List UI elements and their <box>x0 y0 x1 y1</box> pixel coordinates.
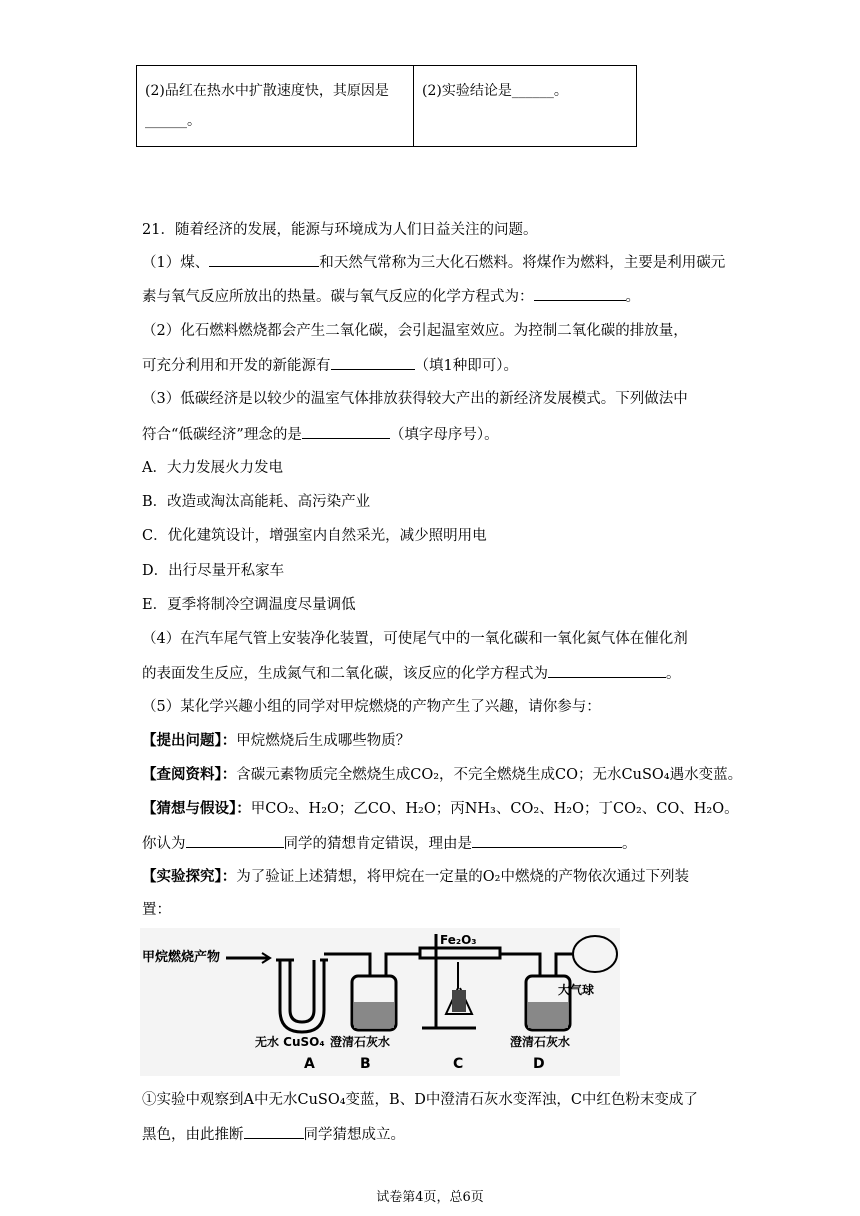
reference-material <box>142 765 742 785</box>
limewater-b <box>354 1002 394 1028</box>
experiment-line2: 置： <box>142 902 171 918</box>
blank-correct-student[interactable] <box>244 1124 304 1139</box>
label-a: A <box>304 1056 315 1072</box>
table-cell-right <box>414 66 637 147</box>
option-e: E．夏季将制冷空调温度尽量调低 <box>142 597 356 613</box>
label-c: C <box>453 1056 464 1072</box>
q21-part2-line1: （2）化石燃料燃烧都会产生二氧化碳，会引起温室效应。为控制二氧化碳的排放量， <box>142 323 688 339</box>
q21-part2-line2 <box>142 355 518 376</box>
option-a: A．大力发展火力发电 <box>142 460 283 476</box>
table-right-text: (2)实验结论是______。 <box>422 83 568 99</box>
q21-part1-line1 <box>142 252 725 273</box>
label-limewater-d: 澄清石灰水 <box>510 1035 571 1049</box>
balloon-label: 大气球 <box>558 983 595 997</box>
table-left-line1: (2)品红在热水中扩散速度快，其原因是 <box>145 83 389 99</box>
q21-p1-a: （1）煤、 <box>142 255 210 271</box>
question-21-title: 21．随着经济的发展，能源与环境成为人们日益关注的问题。 <box>142 222 538 238</box>
reference-label: 【查阅资料】： <box>142 766 237 783</box>
q21-part5: （5）某化学兴趣小组的同学对甲烷燃烧的产物产生了兴趣，请你参与： <box>142 699 601 715</box>
page-footer: 试卷第4页，总6页 <box>376 1190 484 1205</box>
q21-p2-c: （填1种即可）。 <box>414 358 518 374</box>
reference-text: 含碳元素物质完全燃烧生成CO₂，不完全燃烧生成CO；无水CuSO₄遇水变蓝。 <box>236 767 743 783</box>
q21-p3-c: （填字母序号）。 <box>389 427 499 443</box>
wrong-guess-a: 你认为 <box>142 836 186 852</box>
option-c: C．优化建筑设计，增强室内自然采光，减少照明用电 <box>142 528 487 544</box>
table-cell-left <box>137 66 414 147</box>
q21-part3-line2 <box>142 424 499 445</box>
option-b: B．改造或淘汰高能耗、高污染产业 <box>142 494 371 510</box>
wrong-guess-line <box>142 833 637 854</box>
label-cuso4: 无水 CuSO₄ <box>255 1035 325 1049</box>
blank-low-carbon[interactable] <box>302 424 390 439</box>
blank-new-energy[interactable] <box>331 355 415 370</box>
table-left-line2: ______。 <box>145 113 201 129</box>
wrong-guess-c: 。 <box>622 836 637 852</box>
hypothesis-text: 甲CO₂、H₂O；乙CO、H₂O；丙NH₃、CO₂、H₂O；丁CO₂、CO、H₂O。 <box>250 801 739 817</box>
q21-p2-b: 可充分利用和开发的新能源有 <box>142 358 331 374</box>
subq1-line2 <box>142 1124 405 1145</box>
q21-part4-line1: （4）在汽车尾气管上安装净化装置，可使尾气中的一氧化碳和一氧化氮气体在催化剂 <box>142 631 688 647</box>
inlet-label: 甲烷燃烧产物 <box>142 950 221 965</box>
subq1-b: 黑色，由此推断 <box>142 1127 244 1143</box>
wrong-guess-b: 同学的猜想肯定错误，理由是 <box>283 836 472 852</box>
label-d: D <box>533 1056 545 1072</box>
answer-table <box>136 65 637 147</box>
propose-question <box>142 731 410 751</box>
q21-p1-b: 和天然气常称为三大化石燃料。将煤作为燃料，主要是利用碳元 <box>319 255 726 271</box>
subq1-line1: ①实验中观察到A中无水CuSO₄变蓝，B、D中澄清石灰水变浑浊，C中红色粉末变成了 <box>142 1092 698 1108</box>
fe2o3-label: Fe₂O₃ <box>440 933 477 947</box>
q21-part4-line2 <box>142 663 681 684</box>
q21-p4-c: 。 <box>666 666 681 682</box>
propose-question-label: 【提出问题】： <box>142 732 237 749</box>
limewater-d <box>528 1002 568 1028</box>
q21-part1-line2 <box>142 286 640 307</box>
blank-equation-carbon[interactable] <box>534 286 626 301</box>
blank-wrong-student[interactable] <box>186 833 284 848</box>
label-limewater-b: 澄清石灰水 <box>330 1035 391 1049</box>
hypothesis <box>142 799 739 819</box>
label-b: B <box>360 1056 371 1072</box>
q21-p1-c: 素与氧气反应所放出的热量。碳与氧气反应的化学方程式为： <box>142 289 534 305</box>
blank-fuel[interactable] <box>209 252 319 267</box>
hypothesis-label: 【猜想与假设】： <box>142 800 251 817</box>
apparatus-diagram <box>140 928 620 1076</box>
option-d: D．出行尽量开私家车 <box>142 563 285 579</box>
propose-question-text: 甲烷燃烧后生成哪些物质？ <box>236 733 411 749</box>
q21-part3-line1: （3）低碳经济是以较少的温室气体排放获得较大产出的新经济发展模式。下列做法中 <box>142 391 688 407</box>
q21-p1-d: 。 <box>625 289 640 305</box>
blank-reason[interactable] <box>472 833 622 848</box>
q21-p4-b: 的表面发生反应，生成氮气和二氧化碳，该反应的化学方程式为 <box>142 666 548 682</box>
q21-p3-b: 符合“低碳经济”理念的是 <box>142 427 302 443</box>
experiment-text: 为了验证上述猜想，将甲烷在一定量的O₂中燃烧的产物依次通过下列装 <box>236 869 689 885</box>
experiment-label: 【实验探究】： <box>142 868 237 885</box>
blank-equation-exhaust[interactable] <box>548 663 666 678</box>
experiment-line1 <box>142 867 689 887</box>
subq1-c: 同学猜想成立。 <box>303 1127 405 1143</box>
